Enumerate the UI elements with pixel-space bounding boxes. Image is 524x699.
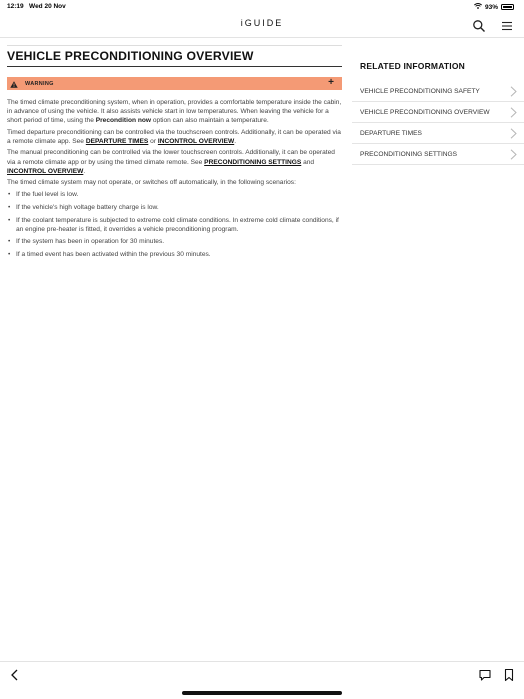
chevron-right-icon [510,128,517,141]
related-list [352,81,524,165]
expand-plus-icon[interactable]: + [328,77,334,88]
bookmark-icon[interactable] [502,668,516,687]
precondition-now-label: Precondition now [95,117,152,125]
text: The manual preconditioning can be controlled via the lower touchscreen controls. Additionally, it can be operated via a remote climate app or by using the timed climate remote. See [7,149,335,166]
paragraph-intro [7,98,342,125]
status-time [7,3,66,10]
hamburger-menu-icon[interactable] [500,19,514,33]
chevron-right-icon [510,149,517,162]
related-item-label: VEHICLE PRECONDITIONING OVERVIEW [360,108,490,116]
warning-banner[interactable] [7,77,342,90]
speech-bubble-icon[interactable] [478,668,492,687]
text: The timed climate preconditioning system, when in operation, provides a comfortable temperature inside the cabin, in advance of using the vehicle. It also assists vehicle start in low temperatures. When leaving the vehicle for a short period of time, using the [7,99,342,125]
article [7,45,342,262]
chevron-right-icon [510,86,517,99]
link-incontrol-overview[interactable]: INCONTROL OVERVIEW [7,167,84,175]
wifi-icon [474,3,482,11]
text: and [301,158,315,166]
text: option can also maintain a temperature. [151,117,269,125]
search-icon[interactable] [472,19,486,33]
warning-triangle-icon [10,75,18,93]
related-item-preconditioning-overview[interactable] [352,102,524,123]
related-information-panel [352,61,524,165]
paragraph-scenarios-intro: The timed climate system may not operate, or switches off automatically, in the following scenarios: [7,179,296,187]
scenario-list [7,190,342,259]
paragraph-timed-departure [7,128,342,146]
article-body [7,98,342,259]
related-item-label: PRECONDITIONING SETTINGS [360,150,458,158]
link-incontrol-overview[interactable]: INCONTROL OVERVIEW [157,137,235,145]
clock-date: Wed 20 Nov [29,3,66,10]
warning-label: WARNING [25,80,54,87]
nav-bar [0,14,524,38]
related-item-departure-times[interactable] [352,123,524,144]
status-indicators [474,3,514,11]
list-item: • If a timed event has been activated within the previous 30 minutes. [7,250,342,259]
app-title: iGUIDE [240,18,284,28]
chevron-left-icon[interactable] [8,668,22,687]
list-item: • If the fuel level is low. [7,190,342,199]
related-item-label: VEHICLE PRECONDITIONING SAFETY [360,87,480,95]
related-item-preconditioning-safety[interactable] [352,81,524,102]
text: . [83,167,86,175]
battery-fill [503,6,512,8]
clock-time: 12:19 [7,3,24,10]
home-indicator [182,691,342,695]
bottom-toolbar [0,661,524,699]
related-information-title: RELATED INFORMATION [360,61,466,71]
status-bar [0,0,524,14]
chevron-right-icon [510,107,517,120]
link-preconditioning-settings[interactable]: PRECONDITIONING SETTINGS [204,158,302,166]
list-item: • If the coolant temperature is subjected to extreme cold climate conditions. In extreme cold climate conditions, if an engine pre-heater is fitted, it overrides a vehicle preconditioning program. [7,216,342,234]
related-item-label: DEPARTURE TIMES [360,129,422,137]
paragraph-manual-preconditioning [7,148,342,175]
text: or [148,137,158,145]
text: . [234,137,237,145]
page-title: VEHICLE PRECONDITIONING OVERVIEW [7,45,342,67]
list-item: • If the system has been in operation for 30 minutes. [7,237,342,246]
battery-percent: 93% [484,3,498,11]
battery-icon [501,4,514,10]
list-item: • If the vehicle's high voltage battery charge is low. [7,203,342,212]
related-item-preconditioning-settings[interactable] [352,144,524,165]
link-departure-times[interactable]: DEPARTURE TIMES [85,137,149,145]
text: Timed departure preconditioning can be controlled via the touchscreen controls. Additionally, it can be operated via a remote climate app. See [7,128,341,145]
